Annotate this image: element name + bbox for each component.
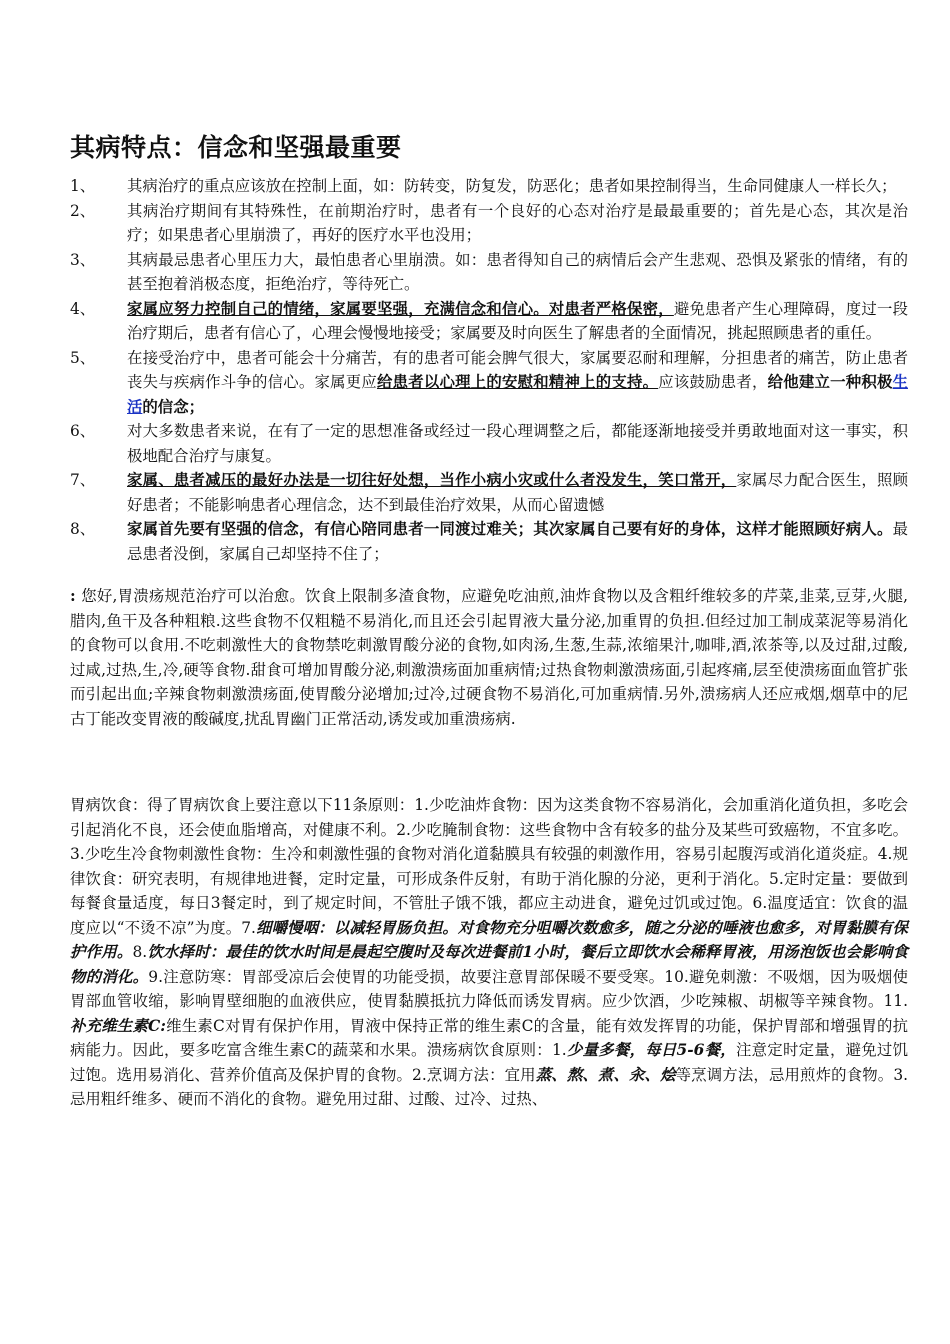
document-page <box>70 128 908 1112</box>
item-text: 其病治疗期间有其特殊性，在前期治疗时，患者有一个良好的心态对治疗是最最重要的；首先是心态，其次是治疗；如果患者心里崩溃了，再好的医疗水平也没用； <box>127 201 908 244</box>
item-text: 家属首先要有坚强的信念，有信心陪同患者一同渡过难关；其次家属自己要有好的身体，这样才能照顾好病人。最忌患者没倒，家属自己却坚持不住了； <box>127 520 908 563</box>
ulcer-paragraph: : 您好,胃溃疡规范治疗可以治愈。饮食上限制多渣食物，应避免吃油煎,油炸食物以及含粗纤维较多的芹菜,韭菜,豆芽,火腿,腊肉,鱼干及各种粗粮.这些食物不仅粗糙不易消化,而且还会引起胃液大量分泌,加重胃的负担.但经过加工制成菜泥等易消化的食物可以食用.不吃刺激性大的食物禁吃刺激胃酸分泌的食物,如肉汤,生葱,生蒜,浓缩果汁,咖啡,酒,浓茶等,以及过甜,过酸,过咸,过热,生,冷,硬等食物.甜食可增加胃酸分泌,刺激溃疡面加重病情;过热食物刺激溃疡面,引起疼痛,层至使溃疡面血管扩张而引起出血;辛辣食物刺激溃疡面,使胃酸分泌增加;过冷,过硬食物不易消化,可加重病情.另外,溃疡病人还应戒烟,烟草中的尼古丁能改变胃液的酸碱度,扰乱胃幽门正常活动,诱发或加重溃疡病. <box>70 587 908 728</box>
list-item <box>70 468 908 517</box>
diet-paragraph: 胃病饮食：得了胃病饮食上要注意以下11条原则：1.少吃油炸食物：因为这类食物不容易消化，会加重消化道负担，多吃会引起消化不良，还会使血脂增高，对健康不利。2.少吃腌制食物：这些食物中含有较多的盐分及某些可致癌物，不宜多吃。3.少吃生冷食物刺激性食物：生冷和刺激性强的食物对消化道黏膜具有较强的刺激作用，容易引起腹泻或消化道炎症。4.规律饮食：研究表明，有规律地进餐，定时定量，可形成条件反射，有助于消化腺的分泌，更利于消化。5.定时定量：要做到每餐食量适度，每日3餐定时，到了规定时间，不管肚子饿不饿，都应主动进食，避免过饥或过饱。6.温度适宜：饮食的温度应以“不烫不凉”为度。7.细嚼慢咽：以减轻胃肠负担。对食物充分咀嚼次数愈多，随之分泌的唾液也愈多，对胃黏膜有保护作用。8.饮水择时：最佳的饮水时间是晨起空腹时及每次进餐前1小时，餐后立即饮水会稀释胃液，用汤泡饭也会影响食物的消化。9.注意防寒：胃部受凉后会使胃的功能受损，故要注意胃部保暖不要受寒。10.避免刺激：不吸烟，因为吸烟使胃部血管收缩，影响胃壁细胞的血液供应，使胃黏膜抵抗力降低而诱发胃病。应少饮酒，少吃辣椒、胡椒等辛辣食物。11.补充维生素C:维生素C对胃有保护作用，胃液中保持正常的维生素C的含量，能有效发挥胃的功能，保护胃部和增强胃的抗病能力。因此，要多吃富含维生素C的蔬菜和水果。溃疡病饮食原则：1.少量多餐，每日5-6餐，注意定时定量，避免过饥过饱。选用易消化、营养价值高及保护胃的食物。2.烹调方法：宜用蒸、熬、煮、汆、烩等烹调方法，忌用煎炸的食物。3.忌用粗纤维多、硬而不消化的食物。避免用过甜、过酸、过冷、过热、 <box>70 796 909 1108</box>
item-text: 其病治疗的重点应该放在控制上面，如：防转变，防复发，防恶化；患者如果控制得当，生命同健康人一样长久； <box>127 177 897 195</box>
numbered-list <box>70 174 908 566</box>
page-title: 其病特点：信念和坚强最重要 <box>70 133 402 162</box>
list-item <box>70 297 908 346</box>
item-text: 家属、患者减压的最好办法是一切往好处想，当作小病小灾或什么者没发生，笑口常开，家属尽力配合医生，照顾好患者；不能影响患者心理信念，达不到最佳治疗效果，从而心留遗憾 <box>127 471 908 514</box>
item-number: 5、 <box>70 348 96 367</box>
item-number: 4、 <box>70 299 96 318</box>
item-number: 3、 <box>70 250 96 269</box>
item-number: 7、 <box>70 471 96 489</box>
life-link[interactable]: 生活 <box>127 373 908 416</box>
list-item <box>70 517 908 566</box>
list-item <box>70 199 908 248</box>
item-number: 1、 <box>70 177 96 195</box>
item-text: 其病最忌患者心里压力大，最怕患者心里崩溃。如：患者得知自己的病情后会产生悲观、恐惧及紧张的情绪，有的甚至抱着消极态度，拒绝治疗，等待死亡。 <box>127 250 908 293</box>
item-number: 8、 <box>70 520 96 538</box>
list-item <box>70 174 908 199</box>
item-number: 6、 <box>70 422 96 440</box>
item-text: 在接受治疗中，患者可能会十分痛苦，有的患者可能会脾气很大，家属要忍耐和理解，分担患者的痛苦，防止患者丧失与疾病作斗争的信心。家属更应给患者以心理上的安慰和精神上的支持。应该鼓励患者，给他建立一种积极生活的信念； <box>127 348 908 416</box>
item-number: 2、 <box>70 201 96 220</box>
list-item <box>70 419 908 468</box>
item-text: 对大多数患者来说，在有了一定的思想准备或经过一段心理调整之后，都能逐渐地接受并勇敢地面对这一事实，积极地配合治疗与康复。 <box>127 422 908 465</box>
item-text: 家属应努力控制自己的情绪，家属要坚强，充满信念和信心。对患者严格保密，避免患者产生心理障碍，度过一段治疗期后，患者有信心了，心理会慢慢地接受；家属要及时向医生了解患者的全面情况，挑起照顾患者的重任。 <box>127 299 908 342</box>
list-item <box>70 248 908 297</box>
list-item <box>70 346 908 420</box>
